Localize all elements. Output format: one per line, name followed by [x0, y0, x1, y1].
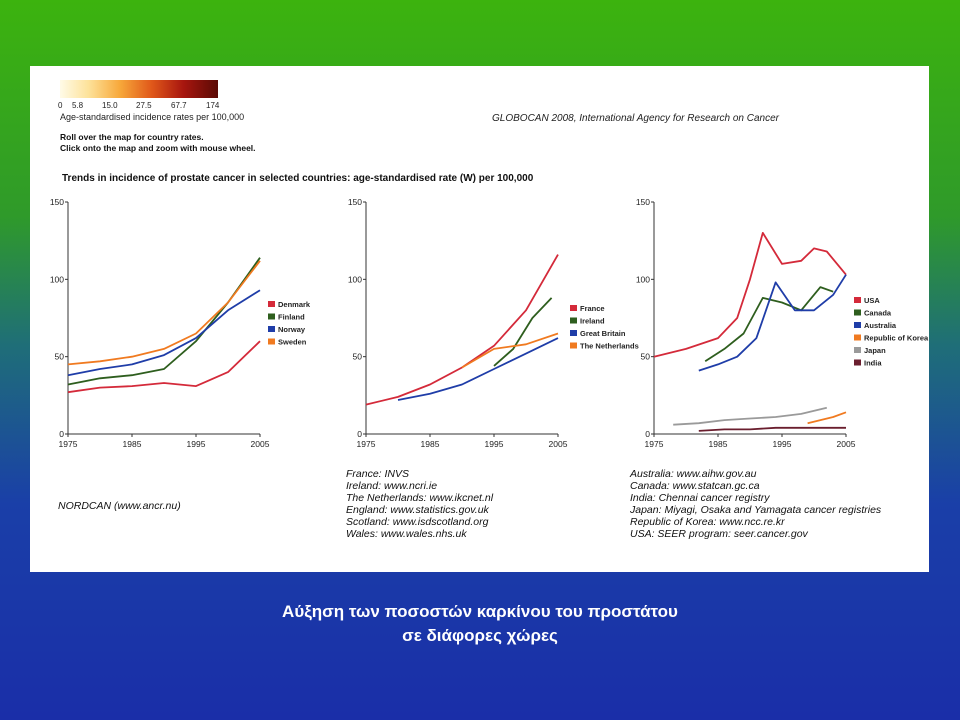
source-line: France: INVS: [346, 468, 410, 480]
legend-label: India: [864, 358, 882, 368]
legend-swatch: [854, 347, 861, 353]
scale-tick: 27.5: [136, 101, 152, 110]
chart-europe: [336, 188, 639, 460]
y-tick-label: 150: [49, 197, 64, 207]
source-line: NORDCAN (www.ancr.nu): [58, 500, 181, 512]
legend-swatch: [570, 318, 577, 324]
y-tick-label: 50: [640, 351, 650, 362]
series-line-india: [699, 428, 846, 431]
slide-caption: [0, 600, 960, 648]
figure-panel: [30, 66, 929, 572]
y-tick-label: 50: [352, 351, 362, 362]
legend-swatch: [268, 314, 275, 320]
caption-line: σε διάφορες χώρες: [402, 626, 558, 645]
legend-swatch: [268, 301, 275, 307]
y-tick-label: 150: [635, 197, 650, 207]
legend-label: Japan: [864, 346, 886, 355]
source-line: Ireland: www.ncri.ie: [346, 480, 438, 492]
legend-swatch: [854, 322, 861, 328]
trend-title: Trends in incidence of prostate cancer in selected countries: age-standardised rate (W) per 100,000: [62, 173, 534, 184]
series-line-japan: [673, 408, 827, 425]
scale-tick: 174: [206, 101, 220, 110]
x-tick-label: 2005: [548, 439, 568, 449]
legend-label: Sweden: [278, 337, 307, 347]
legend-label: Republic of Korea: [864, 333, 929, 343]
source-line: India: Chennai cancer registry: [630, 492, 770, 504]
x-tick-label: 1985: [122, 439, 142, 449]
series-line-usa: [654, 233, 846, 357]
scale-tick: 67.7: [171, 101, 187, 110]
sources-middle: [346, 468, 493, 540]
legend-swatch: [854, 335, 861, 341]
x-tick-label: 1985: [420, 439, 440, 449]
x-tick-label: 1975: [356, 439, 376, 449]
x-tick-label: 1995: [772, 439, 792, 449]
source-line: The Netherlands: www.ikcnet.nl: [346, 492, 494, 504]
instruction-line: Roll over the map for country rates.: [60, 132, 204, 142]
globocan-credit: GLOBOCAN 2008, International Agency for Research on Cancer: [492, 113, 780, 124]
sources-left: [58, 500, 181, 512]
legend-label: The Netherlands: [580, 341, 639, 351]
y-tick-label: 50: [54, 351, 64, 362]
instruction-line: Click onto the map and zoom with mouse wheel.: [60, 143, 256, 153]
series-line-great-britain: [398, 338, 558, 400]
legend-swatch: [268, 339, 275, 345]
x-tick-label: 2005: [250, 439, 270, 449]
series-line-finland: [68, 258, 260, 385]
source-line: Japan: Miyagi, Osaka and Yamagata cancer registries: [630, 504, 882, 516]
series-line-sweden: [68, 261, 260, 365]
legend-label: Finland: [278, 312, 305, 322]
chart-nordic: [44, 188, 311, 460]
scale-tick: 15.0: [102, 101, 118, 110]
legend-swatch: [854, 297, 861, 303]
caption-line: Αύξηση των ποσοστών καρκίνου του προστάτου: [282, 602, 678, 621]
x-tick-label: 1975: [644, 439, 664, 449]
x-tick-label: 2005: [836, 439, 856, 449]
color-scale-label: Age-standardised incidence rates per 100,000: [60, 112, 245, 122]
color-scale-bar: [60, 80, 218, 98]
legend-label: France: [580, 304, 605, 313]
source-line: England: www.statistics.gov.uk: [346, 504, 489, 516]
x-tick-label: 1985: [708, 439, 728, 449]
legend-swatch: [570, 343, 577, 349]
y-tick-label: 150: [347, 197, 362, 207]
series-line-republic-of-korea: [808, 412, 846, 423]
legend-swatch: [854, 360, 861, 366]
legend-label: Ireland: [580, 316, 605, 326]
source-line: Scotland: www.isdscotland.org: [346, 516, 489, 528]
x-tick-label: 1975: [58, 439, 78, 449]
source-line: Republic of Korea: www.ncc.re.kr: [630, 516, 785, 528]
x-tick-label: 1995: [186, 439, 206, 449]
legend-label: Canada: [864, 308, 892, 318]
legend-swatch: [854, 310, 861, 316]
map-instructions: [60, 132, 256, 154]
y-tick-label: 0: [645, 429, 650, 439]
y-tick-label: 100: [347, 274, 362, 285]
source-line: Canada: www.statcan.gc.ca: [630, 480, 760, 492]
series-line-the-netherlands: [462, 334, 558, 368]
scale-tick: 0: [58, 101, 63, 110]
y-tick-label: 100: [635, 274, 650, 285]
series-line-france: [366, 255, 558, 405]
sources-right: [630, 468, 881, 540]
legend-swatch: [570, 330, 577, 336]
legend-label: Norway: [278, 325, 306, 334]
x-tick-label: 1995: [484, 439, 504, 449]
legend-label: Australia: [864, 321, 897, 330]
legend-swatch: [570, 305, 577, 311]
y-tick-label: 100: [49, 274, 64, 285]
y-tick-label: 0: [59, 429, 64, 439]
scale-tick: 5.8: [72, 101, 84, 110]
y-tick-label: 0: [357, 429, 362, 439]
legend-label: USA: [864, 296, 880, 305]
legend-label: Denmark: [278, 300, 311, 309]
chart-world: [614, 188, 929, 460]
source-line: USA: SEER program: seer.cancer.gov: [630, 528, 808, 540]
source-line: Wales: www.wales.nhs.uk: [346, 528, 467, 540]
legend-swatch: [268, 326, 275, 332]
legend-label: Great Britain: [580, 329, 626, 338]
source-line: Australia: www.aihw.gov.au: [630, 468, 757, 480]
